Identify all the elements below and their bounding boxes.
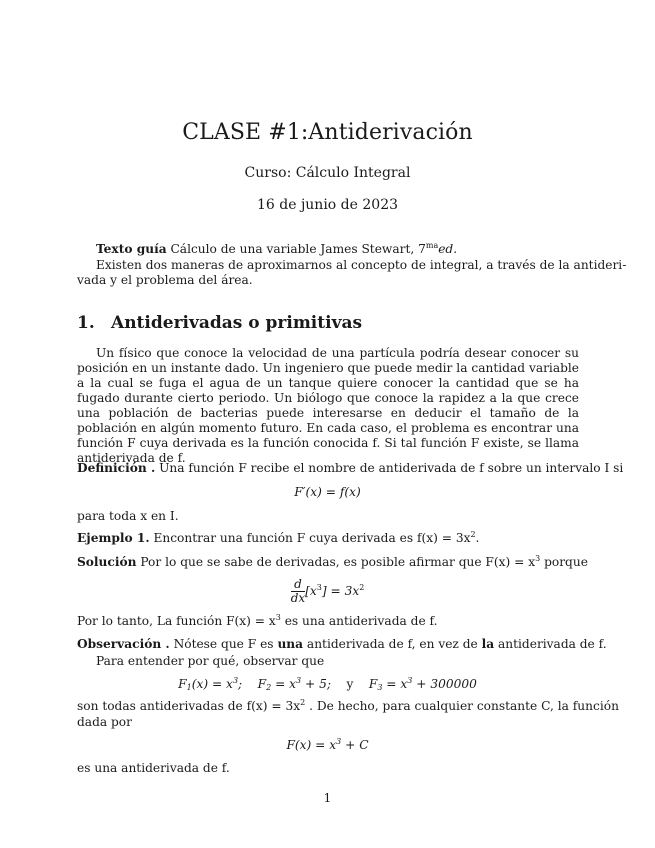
definition-label: Definición . <box>77 461 156 475</box>
intro-line-2: vada y el problema del área. <box>77 273 253 287</box>
conjunction: y <box>346 677 354 691</box>
general-antiderivative-formula <box>0 738 655 753</box>
f3-rest: = x <box>382 677 408 691</box>
f1-symbol: F <box>178 677 187 691</box>
observation-line <box>77 637 607 652</box>
example-end: . <box>475 531 480 545</box>
solution-formula <box>0 578 655 605</box>
formula-sup-1: 3 <box>316 583 322 592</box>
solution-end: porque <box>540 555 588 569</box>
observation-final: es una antiderivada de f. <box>77 761 230 775</box>
guide-text: Cálculo de una variable James Stewart, 7 <box>170 242 426 256</box>
guide-label: Texto guía <box>96 242 167 256</box>
f1-sup: 3 <box>232 676 239 685</box>
section-number: 1. <box>77 313 95 333</box>
after-text-2: . De hecho, para cualquier constante C, la función <box>305 699 619 713</box>
conclusion-sup: 3 <box>275 613 281 622</box>
antiderivative-examples <box>0 677 655 692</box>
example-line <box>77 531 479 546</box>
f2-sub: 2 <box>266 683 272 692</box>
document-date: 16 de junio de 2023 <box>256 197 399 213</box>
after-text-1: son todas antiderivadas de f(x) = 3x <box>77 699 301 713</box>
general-formula-end: + C <box>341 738 369 752</box>
formula-part-2: ] = 3x <box>321 584 360 598</box>
f1-end: ; <box>238 677 243 691</box>
page-number: 1 <box>323 791 332 805</box>
solution-text: Por lo que se sabe de derivadas, es posible afirmar que F(x) = x <box>140 555 536 569</box>
after-sup: 2 <box>300 698 306 707</box>
observation-after-line <box>77 699 619 714</box>
f3-sub: 3 <box>377 683 383 692</box>
definition-text: Una función F recibe el nombre de antiderivada de f sobre un intervalo I si <box>159 461 624 475</box>
example-sup: 2 <box>470 530 476 539</box>
observation-bold-a: una <box>277 637 304 651</box>
conclusion-text: Por lo tanto, La función F(x) = x <box>77 614 276 628</box>
observation-line-2: Para entender por qué, observar que <box>96 654 325 668</box>
observation-label: Observación . <box>77 637 170 651</box>
observation-after-line-2: dada por <box>77 715 132 729</box>
observation-text-b: antiderivada de f, en vez de <box>303 637 482 651</box>
guide-line <box>96 242 457 257</box>
document-title: CLASE #1:Antiderivación <box>182 120 473 145</box>
derivative-fraction <box>291 578 305 605</box>
formula-sup-2: 2 <box>359 583 365 592</box>
general-formula-sup: 3 <box>336 737 342 746</box>
f3-sup: 3 <box>407 676 413 685</box>
f2-end: + 5; <box>301 677 331 691</box>
section-title: Antiderivadas o primitivas <box>111 313 363 333</box>
definition-after: para toda x en I. <box>77 509 179 523</box>
solution-conclusion <box>77 614 437 629</box>
observation-text-c: antiderivada de f. <box>494 637 607 651</box>
definition-line <box>77 461 623 476</box>
section-heading <box>77 313 362 333</box>
f3-end: + 300000 <box>412 677 477 691</box>
course-name: Curso: Cálculo Integral <box>244 165 411 181</box>
example-label: Ejemplo 1. <box>77 531 150 545</box>
guide-sup: ma <box>425 241 439 250</box>
conclusion-end: es una antiderivada de f. <box>280 614 438 628</box>
fraction-numerator: d <box>291 578 305 592</box>
example-text: Encontrar una función F cuya derivada es f(x) = 3x <box>153 531 471 545</box>
definition-formula: F′(x) = f(x) <box>294 485 361 499</box>
f2-symbol: F <box>257 677 267 691</box>
general-formula-text: F(x) = x <box>286 738 337 752</box>
f2-sup: 3 <box>296 676 302 685</box>
section-paragraph: Un físico que conoce la velocidad de una partícula podría desear conocer su posición en un instante dado. Un ingeniero que puede medir la cantidad variable a la cual se fuga el agua de un tanque quiere conocer la cantidad que se ha fugado durante cierto periodo. Un biólogo que conoce la rapidez a la que crece una población de bacterias puede interesarse en deducir el tamaño de la población en algún momento futuro. En cada caso, el problema es encontrar una función F cuya derivada es la función conocida f. Si tal función F existe, se llama antiderivada de f. <box>77 346 579 465</box>
f1-sub: 1 <box>186 683 192 692</box>
observation-text-a: Nótese que F es <box>173 637 278 651</box>
intro-line-1: Existen dos maneras de aproximarnos al concepto de integral, a través de la antideri- <box>96 258 627 272</box>
observation-bold-b: la <box>481 637 495 651</box>
guide-ed: ed. <box>438 242 458 256</box>
solution-label: Solución <box>77 555 137 569</box>
solution-sup: 3 <box>535 554 541 563</box>
f1-rest: (x) = x <box>191 677 233 691</box>
f3-symbol: F <box>368 677 378 691</box>
f2-rest: = x <box>271 677 297 691</box>
formula-part-1: [x <box>305 584 317 598</box>
solution-line <box>77 555 588 570</box>
fraction-denominator: dx <box>290 591 306 605</box>
